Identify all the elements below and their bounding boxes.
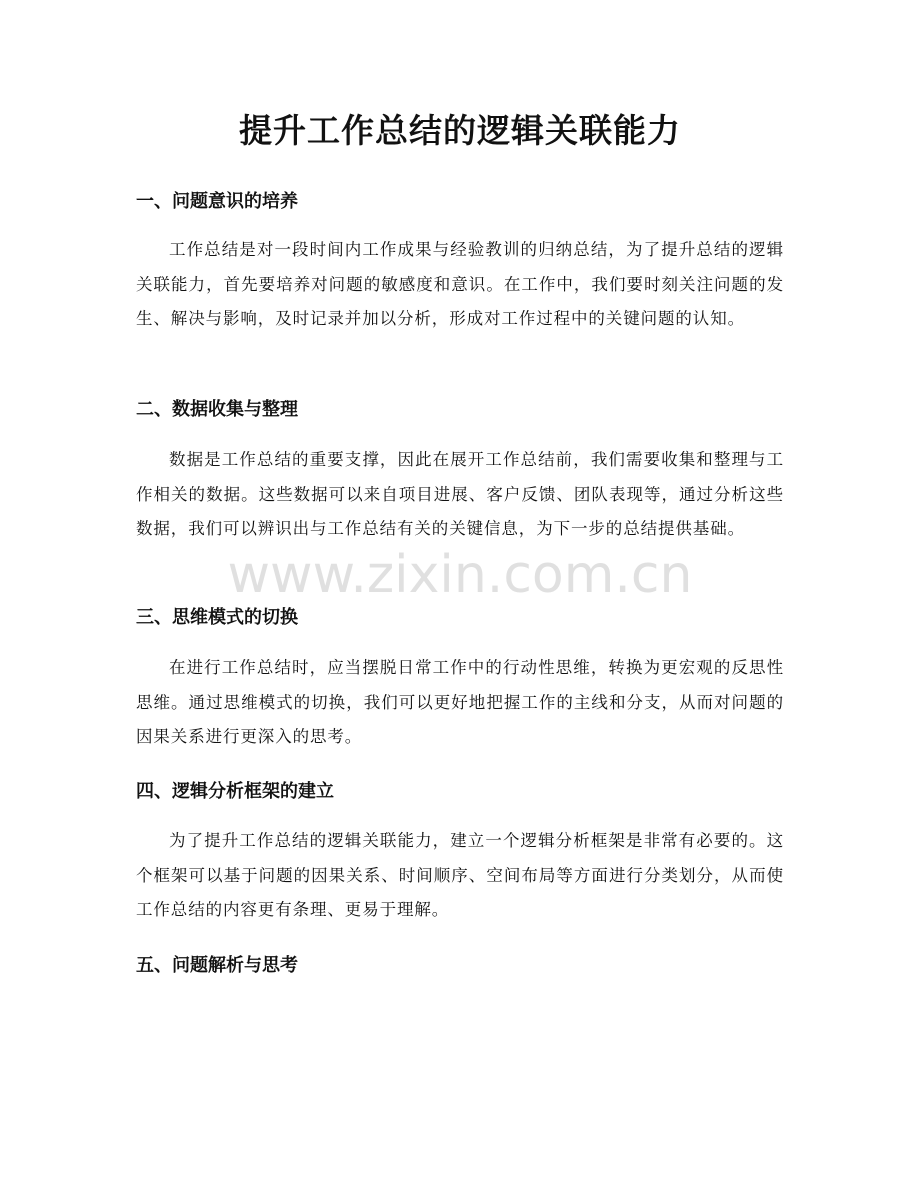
section-heading-1: 一、问题意识的培养 (136, 191, 298, 212)
section-heading-4: 四、逻辑分析框架的建立 (136, 781, 334, 802)
section-paragraph-4: 为了提升工作总结的逻辑关联能力，建立一个逻辑分析框架是非常有必要的。这个框架可以基于问题的因果关系、时间顺序、空间布局等方面进行分类划分，从而使工作总结的内容更有条理、更易于理解。 (136, 831, 784, 919)
watermark: www.zixin.com.cn (227, 545, 693, 605)
section-heading-5: 五、问题解析与思考 (136, 955, 298, 976)
section-paragraph-3: 在进行工作总结时，应当摆脱日常工作中的行动性思维，转换为更宏观的反思性思维。通过思维模式的切换，我们可以更好地把握工作的主线和分支，从而对问题的因果关系进行更深入的思考。 (136, 658, 784, 746)
section-paragraph-2: 数据是工作总结的重要支撑，因此在展开工作总结前，我们需要收集和整理与工作相关的数据。这些数据可以来自项目进展、客户反馈、团队表现等，通过分析这些数据，我们可以辨识出与工作总结有关的关键信息，为下一步的总结提供基础。 (136, 450, 784, 538)
section-paragraph-1: 工作总结是对一段时间内工作成果与经验教训的归纳总结，为了提升总结的逻辑关联能力，首先要培养对问题的敏感度和意识。在工作中，我们要时刻关注问题的发生、解决与影响，及时记录并加以分析，形成对工作过程中的关键问题的认知。 (136, 240, 784, 328)
document-title: 提升工作总结的逻辑关联能力 (239, 111, 681, 150)
section-heading-3: 三、思维模式的切换 (136, 607, 298, 628)
section-heading-2: 二、数据收集与整理 (136, 399, 298, 420)
